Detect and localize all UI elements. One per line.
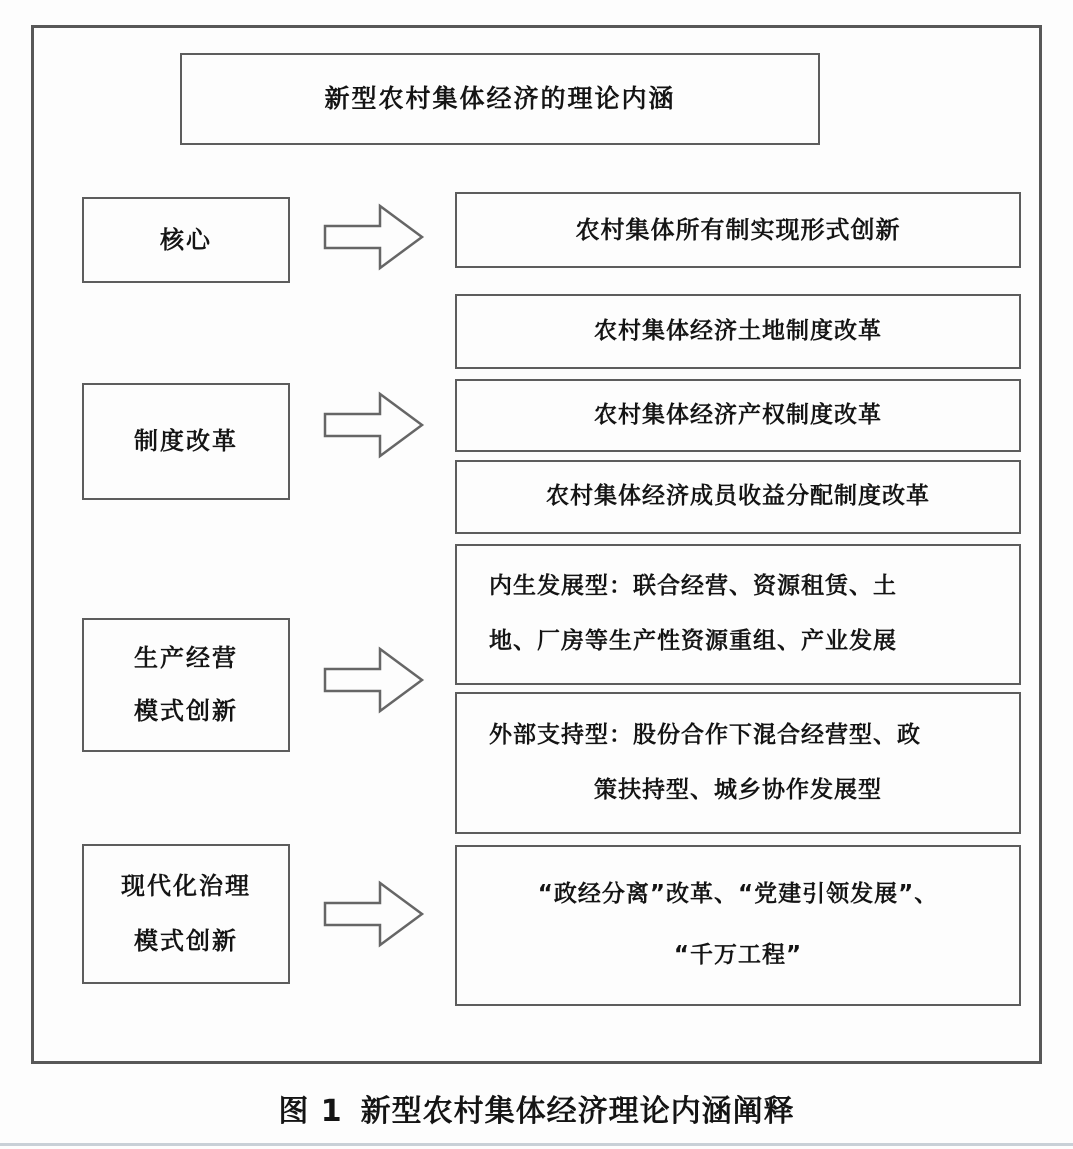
category-label: 制度改革 (134, 427, 238, 456)
content-box-income-distribution-reform (455, 460, 1021, 534)
arrow-right-icon (323, 391, 425, 459)
page-bottom-divider (0, 1143, 1073, 1146)
diagram-title-box (180, 53, 820, 145)
category-label: 核心 (160, 225, 212, 254)
content-line: 农村集体经济土地制度改革 (594, 317, 882, 344)
category-label: 现代化治理 (121, 872, 251, 901)
content-line: 农村集体经济成员收益分配制度改革 (546, 483, 930, 510)
content-line: 农村集体经济产权制度改革 (594, 401, 882, 428)
arrow-right-icon (323, 203, 425, 271)
figure-caption-number: 图 1 (278, 1094, 343, 1129)
category-box-modern-governance-model (82, 844, 290, 984)
category-label: 模式创新 (134, 697, 238, 726)
content-line: 内生发展型：联合经营、资源租赁、土 (489, 573, 897, 600)
content-box-ownership-innovation (455, 192, 1021, 268)
content-box-external-support (455, 692, 1021, 834)
content-box-property-rights-reform (455, 379, 1021, 452)
content-box-land-system-reform (455, 294, 1021, 369)
category-box-institutional-reform (82, 383, 290, 500)
figure-caption (0, 1086, 1073, 1130)
category-box-production-operation-model (82, 618, 290, 752)
arrow-right-icon (323, 646, 425, 714)
content-box-governance-reforms (455, 845, 1021, 1006)
content-line: “政经分离”改革、“党建引领发展”、 (537, 880, 939, 907)
content-line: 地、厂房等生产性资源重组、产业发展 (489, 628, 897, 655)
category-label: 生产经营 (134, 644, 238, 673)
diagram-title: 新型农村集体经济的理论内涵 (324, 84, 676, 113)
content-line: 农村集体所有制实现形式创新 (575, 215, 901, 244)
category-box-core (82, 197, 290, 283)
category-label: 模式创新 (134, 927, 238, 956)
content-box-endogenous-development (455, 544, 1021, 685)
content-line: “千万工程” (673, 942, 803, 969)
content-line: 策扶持型、城乡协作发展型 (594, 776, 882, 803)
arrow-right-icon (323, 880, 425, 948)
figure-caption-text: 新型农村集体经济理论内涵阐释 (360, 1094, 795, 1129)
content-line: 外部支持型：股份合作下混合经营型、政 (489, 721, 921, 748)
